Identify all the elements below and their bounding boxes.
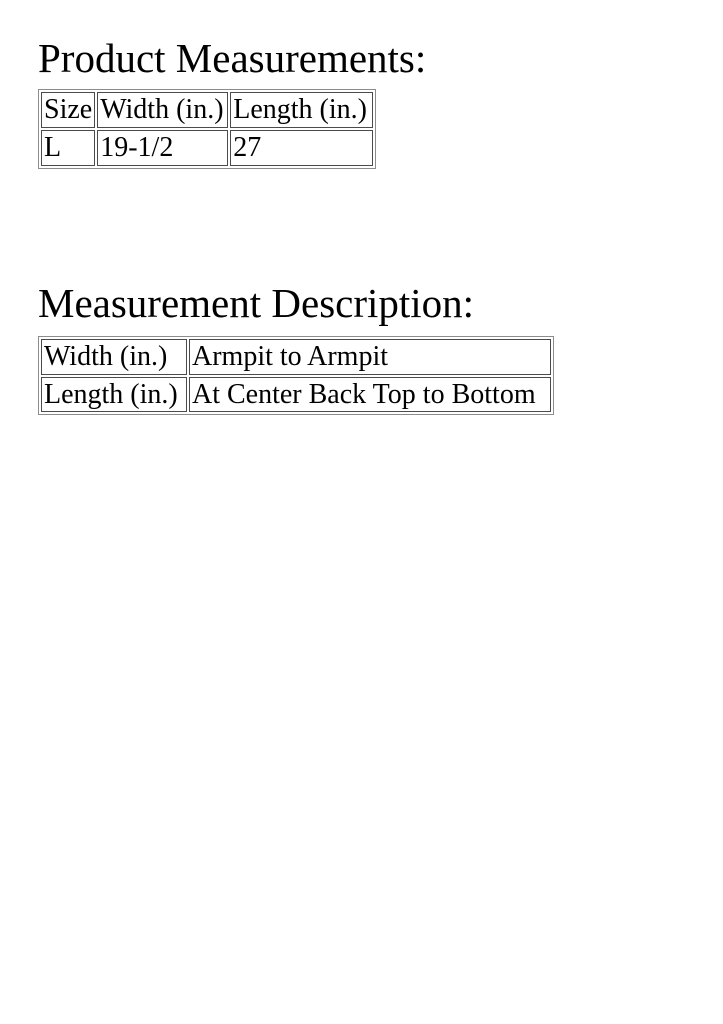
cell-length-value: 27 (230, 130, 373, 166)
table-row (41, 130, 373, 166)
table-header-row (41, 92, 373, 128)
row-value-cell: Armpit to Armpit (189, 339, 551, 375)
measurement-description-heading: Measurement Description: (38, 279, 475, 326)
row-label-cell: Length (in.) (41, 377, 187, 413)
cell-width-value: 19-1/2 (97, 130, 228, 166)
table-row (41, 339, 551, 375)
header-cell-width: Width (in.) (97, 92, 228, 128)
cell-size-value: L (41, 130, 95, 166)
header-cell-length: Length (in.) (230, 92, 373, 128)
table-row (41, 377, 551, 413)
row-value-cell: At Center Back Top to Bottom (189, 377, 551, 413)
measurement-description-table (38, 336, 554, 416)
header-cell-size: Size (41, 92, 95, 128)
row-label-cell: Width (in.) (41, 339, 187, 375)
product-measurements-table (38, 89, 376, 169)
product-measurements-heading: Product Measurements: (38, 35, 427, 81)
